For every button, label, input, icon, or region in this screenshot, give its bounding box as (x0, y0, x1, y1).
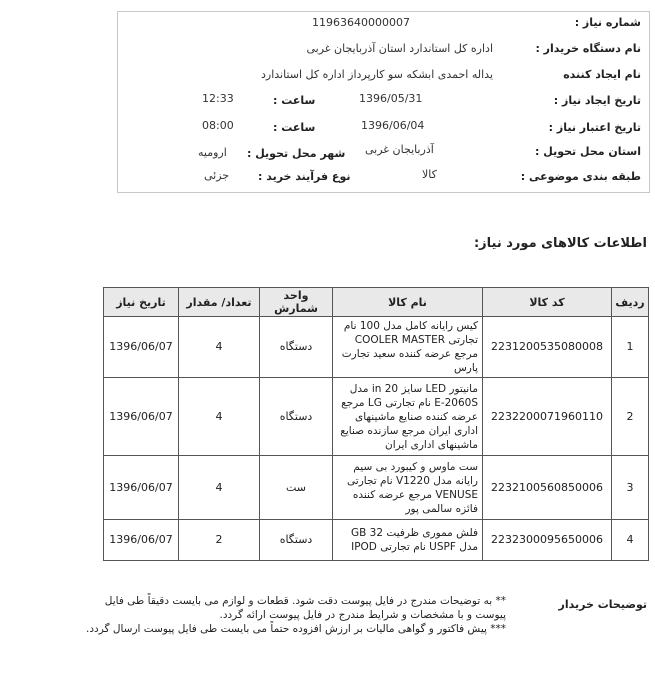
header-date: تاریخ نیاز (104, 288, 179, 317)
header-name: نام کالا (333, 288, 483, 317)
buyer-value: اداره کل استاندارد استان آذربایجان غربی (306, 42, 493, 55)
buyer-label: نام دستگاه خریدار : (535, 42, 641, 55)
delivery-city-label: شهر محل تحویل : (247, 147, 346, 160)
need-number-label: شماره نیاز : (574, 16, 641, 29)
valid-date-value: 1396/06/04 (361, 119, 425, 132)
goods-section-title: اطلاعات کالاهای مورد نیاز: (473, 236, 647, 251)
row-unit: دستگاه (260, 317, 333, 378)
row-index: 4 (612, 520, 649, 561)
row-name: فلش مموری ظرفیت 32 GB مدل USPF نام تجارتی IPOD (333, 520, 483, 561)
created-time-value: 12:33 (202, 92, 234, 105)
header-code: کد کالا (483, 288, 612, 317)
row-code: 2232200071960110 (483, 378, 612, 456)
need-info-panel (117, 11, 650, 193)
created-date-label: تاریخ ایجاد نیاز : (553, 94, 641, 107)
header-index: ردیف (612, 288, 649, 317)
row-name: کیس رایانه کامل مدل 100 نام تجارتی COOLER MASTER مرجع عرضه کننده سعید تجارت پارس (333, 317, 483, 378)
row-unit: دستگاه (260, 520, 333, 561)
row-qty: 4 (179, 317, 260, 378)
row-qty: 4 (179, 378, 260, 456)
creator-value: یداله احمدی ابشکه سو کارپرداز اداره کل استاندارد (260, 68, 493, 81)
buyer-note-line-1: ** به توضیحات مندرج در فایل پیوست دقت شود. قطعات و لوازم می بایست دقیقاً طی فایل پیوست و با مشخصات و شرایط مندرج در فایل پیوست ارائه گردد. (104, 595, 506, 621)
row-date: 1396/06/07 (104, 317, 179, 378)
row-date: 1396/06/07 (104, 456, 179, 520)
table-row (104, 317, 649, 378)
creator-label: نام ایجاد کننده (563, 68, 641, 81)
row-index: 1 (612, 317, 649, 378)
category-label: طبقه بندی موضوعی : (520, 170, 641, 183)
row-name: ست ماوس و کیبورد بی سیم رایانه مدل V1220 نام تجارتی VENUSE مرجع عرضه کننده فائزه سالمی پور (333, 456, 483, 520)
row-index: 2 (612, 378, 649, 456)
row-qty: 2 (179, 520, 260, 561)
created-date-value: 1396/05/31 (359, 92, 423, 105)
row-qty: 4 (179, 456, 260, 520)
valid-date-label: تاریخ اعتبار نیاز : (548, 121, 641, 134)
row-code: 2232100560850006 (483, 456, 612, 520)
buyer-note-line-2: *** پیش فاکتور و گواهی مالیات بر ارزش افزوده حتماً می بایست طی فایل پیوست ارسال گردد. (86, 623, 506, 635)
delivery-province-value: آذربایجان غربی (365, 143, 434, 156)
row-unit: دستگاه (260, 378, 333, 456)
row-unit: ست (260, 456, 333, 520)
valid-time-label: ساعت : (273, 121, 316, 134)
row-code: 2232300095650006 (483, 520, 612, 561)
table-row (104, 520, 649, 561)
delivery-city-value: ارومیه (198, 146, 227, 159)
buyer-notes-label: توضیحات خریدار (558, 598, 647, 611)
process-type-label: نوع فرآیند خرید : (258, 170, 351, 183)
row-date: 1396/06/07 (104, 520, 179, 561)
header-unit: واحد شمارش (260, 288, 333, 317)
goods-table (103, 287, 649, 561)
table-row (104, 456, 649, 520)
row-code: 2231200535080008 (483, 317, 612, 378)
buyer-notes (85, 594, 506, 636)
created-time-label: ساعت : (273, 94, 316, 107)
table-row (104, 378, 649, 456)
row-name: مانیتور LED سایز 20 in مدل E-2060S نام تجارتی LG مرجع عرضه کننده صنایع ماشینهای اداری ایران مرجع سازنده صنایع ماشینهای اداری ایران (333, 378, 483, 456)
header-qty: تعداد/ مقدار (179, 288, 260, 317)
table-header-row (104, 288, 649, 317)
row-date: 1396/06/07 (104, 378, 179, 456)
row-index: 3 (612, 456, 649, 520)
category-value: کالا (422, 168, 437, 181)
need-number-value: 11963640000007 (312, 16, 410, 29)
delivery-province-label: استان محل تحویل : (535, 145, 641, 158)
process-type-value: جزئی (204, 169, 230, 182)
valid-time-value: 08:00 (202, 119, 234, 132)
